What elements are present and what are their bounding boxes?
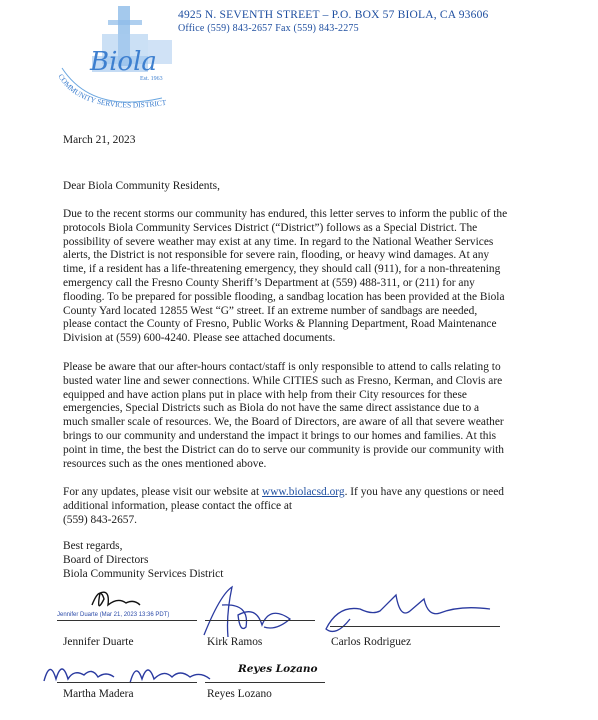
p1-line: time, if a resident has a life-threatening emergency, they should call (911), for a non-threatening [63, 263, 501, 276]
logo-ring-text: COMMUNITY SERVICES DISTRICT [56, 72, 167, 110]
signer-name: Kirk Ramos [207, 636, 263, 648]
p1-line: Division at (559) 600-4240. Please see attached documents. [63, 332, 336, 345]
p1-line: protocols Biola Community Services District (“District”) follows as a Special District. The [63, 221, 478, 234]
p3-line: additional information, please contact the office at [63, 499, 293, 512]
p1-line: Due to the recent storms our community has endured, this letter serves to inform the public of the [63, 208, 508, 220]
paragraph-1 [63, 208, 543, 346]
signer-name: Jennifer Duarte [63, 636, 134, 648]
signature-line [205, 620, 315, 621]
p3-text: For any updates, please visit our website at [63, 486, 262, 498]
closing-line: Board of Directors [63, 553, 149, 566]
letterhead-address [178, 9, 488, 35]
signer-name: Reyes Lozano [207, 688, 272, 700]
signature-line [205, 682, 325, 683]
website-link[interactable]: www.biolacsd.org [261, 486, 345, 498]
p3-text: . If you have any questions or need [344, 486, 504, 498]
paragraph-3 [63, 486, 543, 527]
closing-line: Biola Community Services District [63, 567, 224, 580]
esign-stamp: Jennifer Duarte (Mar 21, 2023 13:36 PDT) [57, 612, 170, 618]
p1-line: please contact the County of Fresno, Public Works & Planning Department, Road Maintenance [63, 318, 497, 331]
logo-wordmark: Biola [90, 47, 157, 77]
p2-line: resources such as the ones mentioned above. [63, 457, 267, 470]
logo-est: Est. 1963 [140, 76, 163, 82]
p2-line: equipped and have action plans put in place with help from their City resources for these [63, 388, 467, 401]
p2-line: point in time, the best the District can do to serve our community is provide our community with [63, 443, 504, 456]
p1-line: County Yard located 12855 West “G” street. If an extreme number of sandbags are needed, [63, 304, 478, 317]
p2-line: emergencies, Special Districts such as Biola do not have the same direct assistance due to a [63, 402, 480, 415]
p3-line [63, 486, 543, 500]
p1-line: flooding. To be prepared for possible flooding, a sandbag location has been provided at the Biola [63, 290, 505, 303]
paragraph-2 [63, 361, 543, 471]
signature-line [57, 620, 197, 621]
reyes-typed-signature: Reyes Lozano [238, 663, 318, 675]
p3-line: (559) 843-2657. [63, 513, 138, 526]
closing-line: Best regards, [63, 540, 123, 552]
p1-line: alerts, the District is not responsible for severe rain, flooding, or heavy wind damages. At any [63, 249, 490, 262]
salutation: Dear Biola Community Residents, [63, 180, 220, 192]
p2-line: busted water line and sewer connections. While CITIES such as Fresno, Kerman, and Clovis are [63, 374, 503, 387]
biola-logo [52, 6, 182, 118]
signer-name: Martha Madera [63, 688, 134, 700]
signer-name: Carlos Rodriguez [331, 636, 412, 648]
phone-fax-line: Office (559) 843-2657 Fax (559) 843-2275 [178, 23, 359, 34]
letter-date: March 21, 2023 [63, 134, 136, 146]
address-line: 4925 N. SEVENTH STREET – P.O. BOX 57 BIOLA, CA 93606 [178, 9, 489, 21]
p2-line: Please be aware that our after-hours contact/staff is only responsible to attend to calls relating to [63, 361, 501, 373]
signature-line [330, 626, 500, 627]
p2-line: brings to our community and understand the impact it brings to our homes and families. At this [63, 429, 497, 442]
p1-line: possibility of severe weather may exist at any time. In regard to the National Weather Services [63, 235, 494, 248]
signature-line [57, 682, 197, 683]
p2-line: much smaller scale of resources. We, the Board of Directors, are aware of all that severe weather [63, 416, 504, 429]
p1-line: emergency call the Fresno County Sheriff’s Department at (559) 488-311, or (211) for any [63, 276, 475, 289]
